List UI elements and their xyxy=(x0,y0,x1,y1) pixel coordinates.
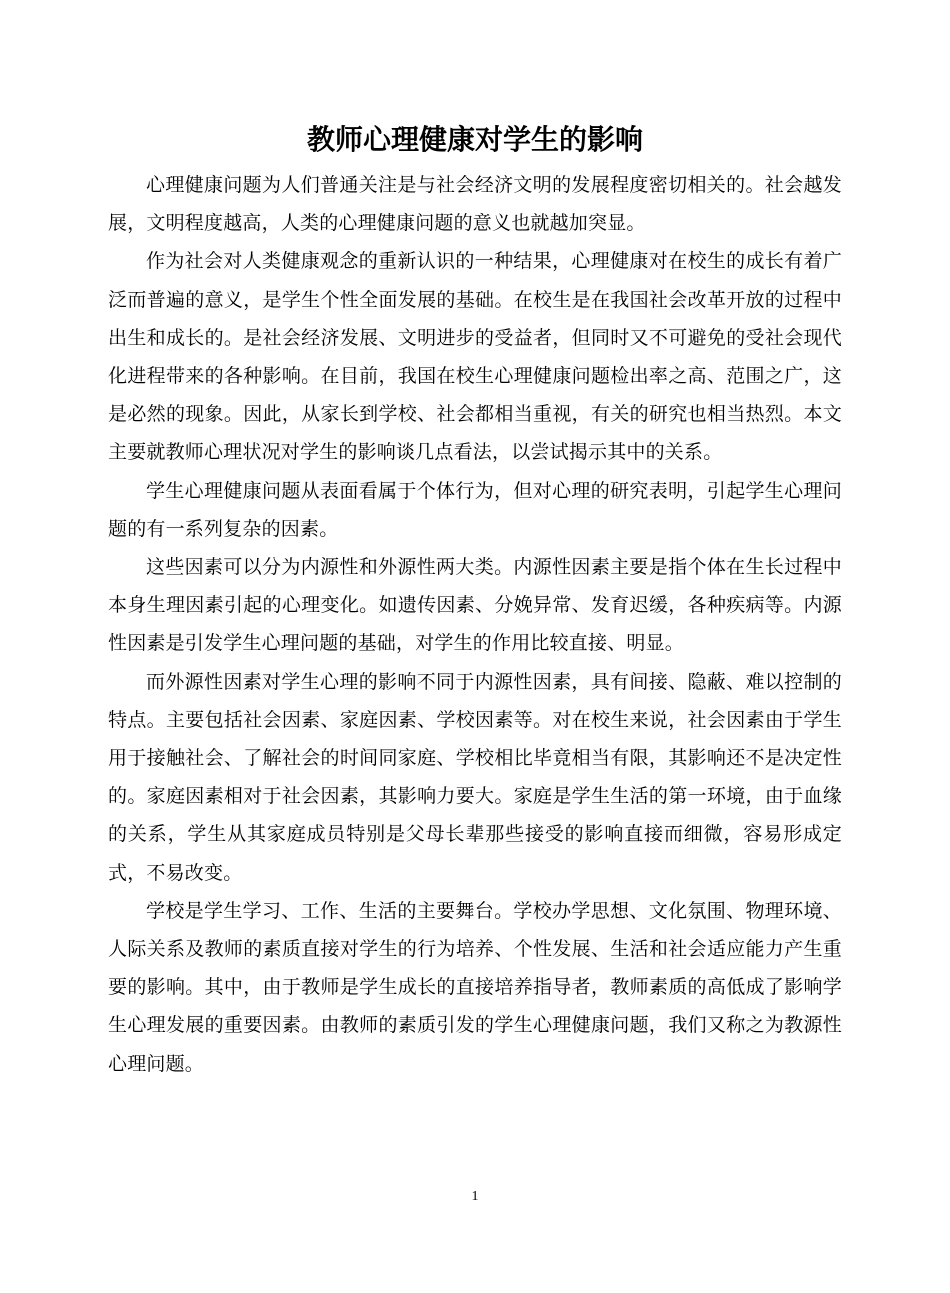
page-number: 1 xyxy=(471,1189,479,1204)
paragraph-5: 而外源性因素对学生心理的影响不同于内源性因素，具有间接、隐蔽、难以控制的特点。主要包括社会因素、家庭因素、学校因素等。对在校生来说，社会因素由于学生用于接触社会、了解社会的时间同家庭、学校相比毕竟相当有限，其影响还不是决定性的。家庭因素相对于社会因素，其影响力要大。家庭是学生生活的第一环境，由于血缘的关系，学生从其家庭成员特别是父母长辈那些接受的影响直接而细微，容易形成定式，不易改变。 xyxy=(108,670,842,884)
document-body xyxy=(108,166,842,1083)
paragraph-2: 作为社会对人类健康观念的重新认识的一种结果，心理健康对在校生的成长有着广泛而普遍的意义，是学生个性全面发展的基础。在校生是在我国社会改革开放的过程中出生和成长的。是社会经济发展、文明进步的受益者，但同时又不可避免的受社会现代化进程带来的各种影响。在目前，我国在校生心理健康问题检出率之高、范围之广，这是必然的现象。因此，从家长到学校、社会都相当重视，有关的研究也相当热烈。本文主要就教师心理状况对学生的影响谈几点看法，以尝试揭示其中的关系。 xyxy=(108,250,842,464)
paragraph-6: 学校是学生学习、工作、生活的主要舞台。学校办学思想、文化氛围、物理环境、人际关系及教师的素质直接对学生的行为培养、个性发展、生活和社会适应能力产生重要的影响。其中，由于教师是学生成长的直接培养指导者，教师素质的高低成了影响学生心理发展的重要因素。由教师的素质引发的学生心理健康问题，我们又称之为教源性心理问题。 xyxy=(108,899,842,1075)
paragraph-4: 这些因素可以分为内源性和外源性两大类。内源性因素主要是指个体在生长过程中本身生理因素引起的心理变化。如遗传因素、分娩异常、发育迟缓，各种疾病等。内源性因素是引发学生心理问题的基础，对学生的作用比较直接、明显。 xyxy=(108,556,842,655)
paragraph-3: 学生心理健康问题从表面看属于个体行为，但对心理的研究表明，引起学生心理问题的有一系列复杂的因素。 xyxy=(108,479,842,540)
paragraph-1: 心理健康问题为人们普通关注是与社会经济文明的发展程度密切相关的。社会越发展，文明程度越高，人类的心理健康问题的意义也就越加突显。 xyxy=(108,174,842,235)
document-title: 教师心理健康对学生的影响 xyxy=(306,123,643,156)
